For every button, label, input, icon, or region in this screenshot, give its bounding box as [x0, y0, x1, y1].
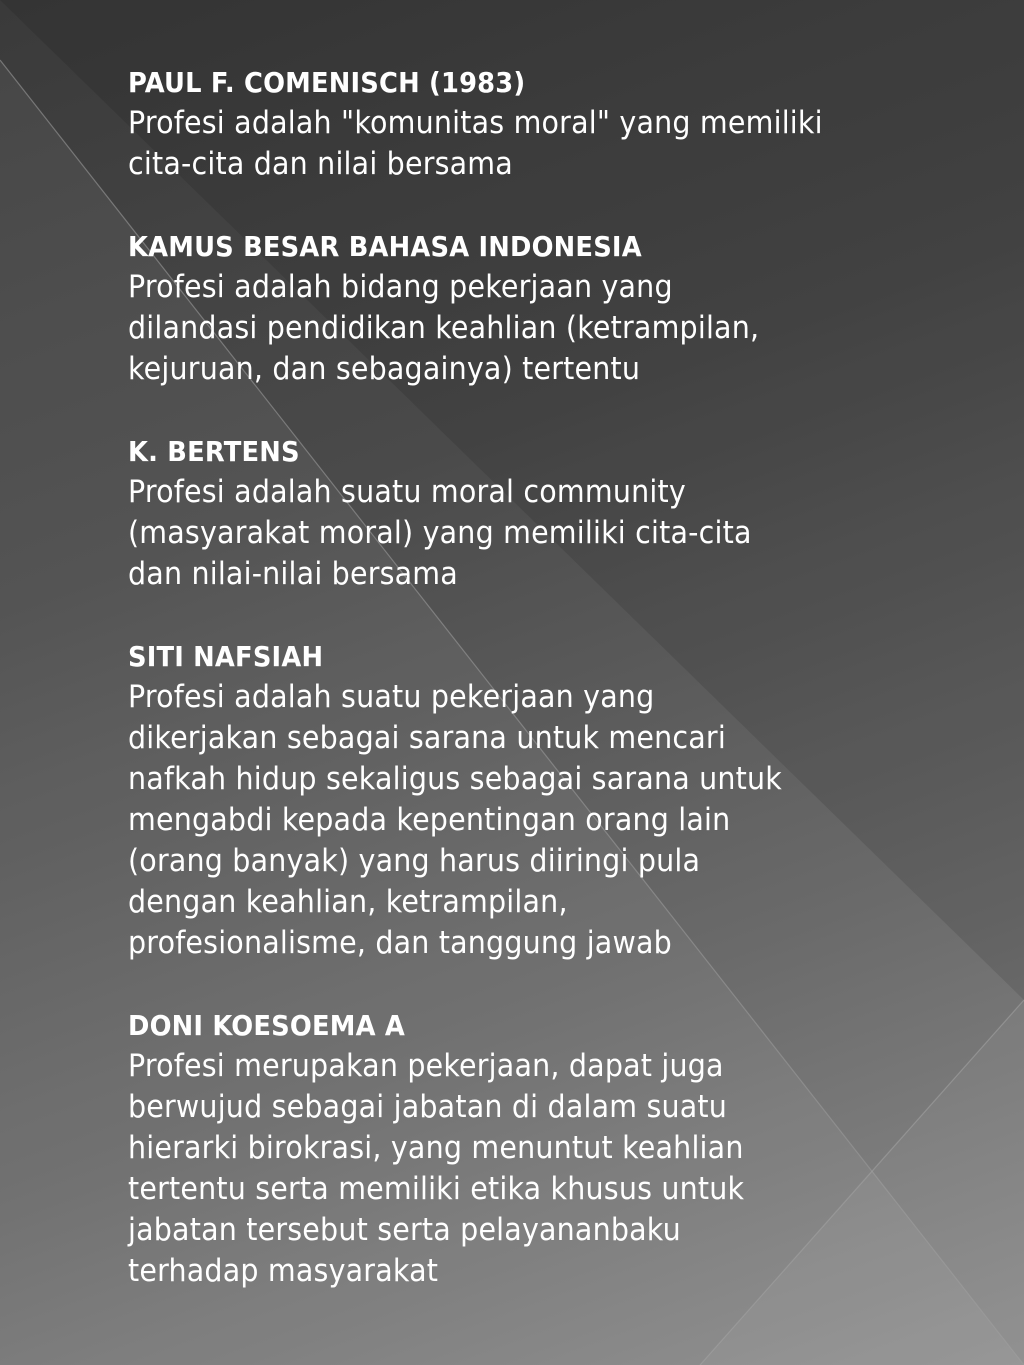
section-body: Profesi adalah suatu pekerjaan yang dikerjakan sebagai sarana untuk mencari nafkah hidup sekaligus sebagai sarana untuk mengabdi kepada kepentingan orang lain (orang banyak) yang harus diiringi pula dengan keahlian, ketrampilan, profesionalisme, dan tanggung jawab: [128, 679, 782, 961]
definition-section-kbbi: [128, 226, 988, 390]
section-body: Profesi adalah bidang pekerjaan yang dilandasi pendidikan keahlian (ketrampilan, kejuruan, dan sebagainya) tertentu: [128, 269, 760, 387]
section-body: Profesi adalah suatu moral community (masyarakat moral) yang memiliki cita-cita dan nilai-nilai bersama: [128, 474, 752, 592]
definition-section-comenisch: [128, 62, 988, 185]
section-heading: K. BERTENS: [128, 435, 300, 468]
definition-section-bertens: [128, 431, 988, 595]
section-heading: PAUL F. COMENISCH (1983): [128, 66, 526, 99]
definition-section-nafsiah: [128, 636, 988, 964]
section-body: Profesi adalah "komunitas moral" yang memiliki cita-cita dan nilai bersama: [128, 105, 823, 182]
section-heading: KAMUS BESAR BAHASA INDONESIA: [128, 230, 642, 263]
section-heading: SITI NAFSIAH: [128, 640, 324, 673]
slide-content: [128, 62, 988, 1333]
section-heading: DONI KOESOEMA A: [128, 1009, 405, 1042]
section-body: Profesi merupakan pekerjaan, dapat juga berwujud sebagai jabatan di dalam suatu hierarki birokrasi, yang menuntut keahlian tertentu serta memiliki etika khusus untuk jabatan tersebut serta pelayananbaku terhadap masyarakat: [128, 1048, 745, 1289]
definition-section-koesoema: [128, 1005, 988, 1292]
